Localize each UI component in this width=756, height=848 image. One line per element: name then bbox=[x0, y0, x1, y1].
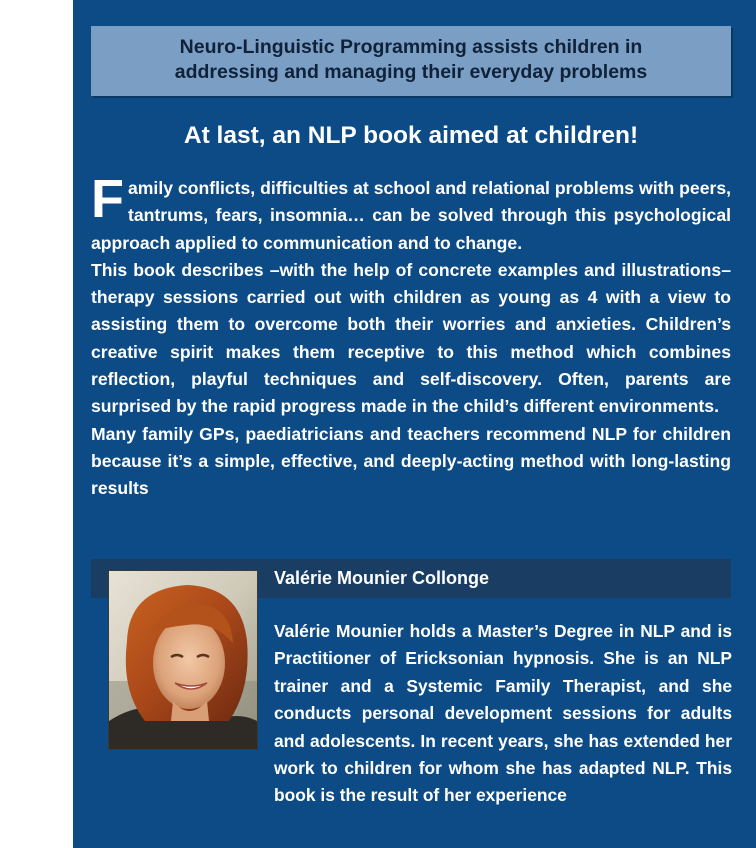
subtitle-line-1: Neuro-Linguistic Programming assists children in bbox=[179, 36, 643, 58]
description-paragraph-1 bbox=[91, 169, 731, 257]
description-paragraph-3: Many family GPs, paediatricians and teachers recommend NLP for children because it’s a simple, effective, and deeply-acting method with long-lasting results bbox=[91, 423, 731, 499]
headline: At last, an NLP book aimed at children! bbox=[183, 122, 639, 149]
author-photo bbox=[108, 570, 258, 750]
drop-cap: F bbox=[91, 169, 124, 229]
subtitle-box bbox=[91, 26, 731, 96]
author-name: Valérie Mounier Collonge bbox=[274, 568, 490, 588]
author-portrait-image bbox=[109, 571, 257, 749]
description-paragraph-2: This book describes –with the help of concrete examples and illustrations– therapy sessions carried out with children as young as 4 with a view to assisting them to overcome both their worries and anxieties. Children’s creative spirit makes them receptive to this method which combines reflection, playful techniques and self-discovery. Often, parents are surprised by the rapid progress made in the child’s different environments. bbox=[91, 259, 731, 417]
paragraph-1-text: amily conflicts, difficulties at school and relational problems with peers, tantrums, fears, insomnia… can be solved through this psychological approach applied to communication and to change. bbox=[91, 178, 731, 253]
subtitle-line-2: addressing and managing their everyday problems bbox=[174, 61, 648, 83]
page-margin bbox=[0, 0, 73, 848]
description bbox=[91, 169, 731, 503]
author-bio: Valérie Mounier holds a Master’s Degree in NLP and is Practitioner of Ericksonian hypnosis. She is an NLP trainer and a Systemic Family Therapist, and she conducts personal development sessions for adults and adolescents. In recent years, she has extended her work to children for whom she has adapted NLP. This book is the result of her experience bbox=[274, 621, 732, 806]
